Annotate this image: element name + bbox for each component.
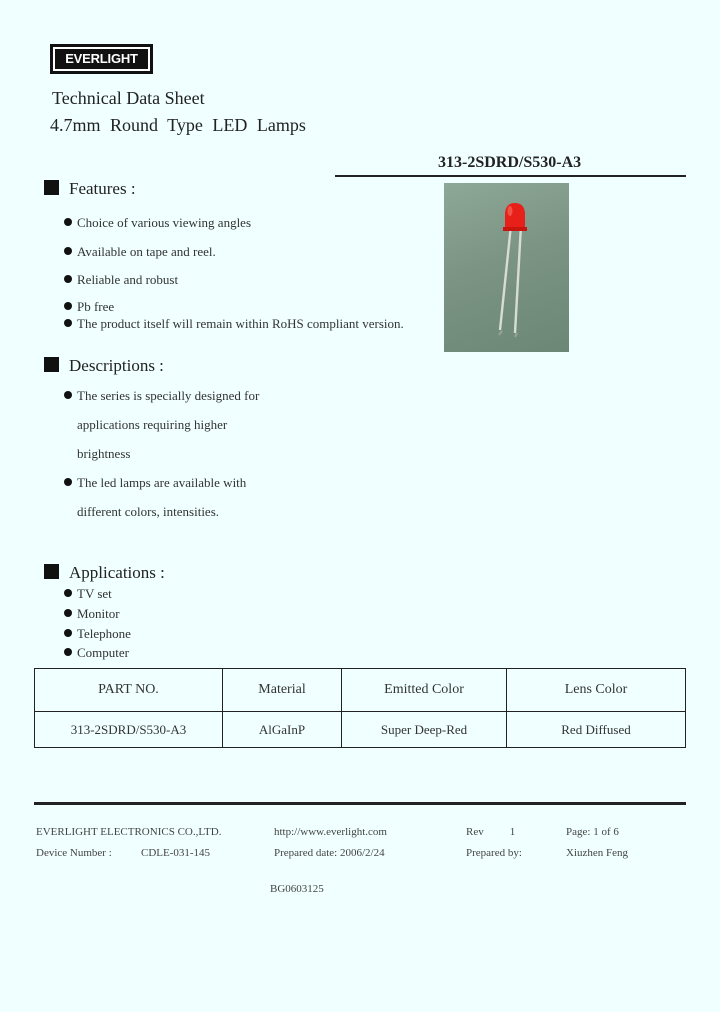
footer-device-value: CDLE-031-145 bbox=[141, 847, 211, 859]
footer-prepared-by-value: Xiuzhen Feng bbox=[566, 847, 629, 859]
footer-page: Page: 1 of 6 bbox=[566, 826, 619, 838]
header-part-no: PART NO. bbox=[35, 669, 223, 712]
header-lens-color: Lens Color bbox=[507, 669, 686, 712]
list-item: Computer bbox=[64, 645, 129, 661]
descriptions-heading-text: Descriptions : bbox=[69, 356, 164, 375]
bullet-icon bbox=[64, 247, 72, 255]
square-bullet-icon bbox=[44, 180, 59, 195]
bullet-icon bbox=[64, 589, 72, 597]
table-header-row bbox=[35, 669, 686, 712]
list-item: The product itself will remain within RoHS compliant version. bbox=[64, 316, 404, 332]
list-item: Pb free bbox=[64, 299, 114, 315]
footer-rev-label: Rev bbox=[466, 826, 484, 838]
footer-device-label: Device Number : bbox=[36, 847, 112, 859]
footer-company: EVERLIGHT ELECTRONICS CO.,LTD. bbox=[36, 826, 222, 838]
doc-title: Technical Data Sheet bbox=[52, 88, 205, 108]
footer-prepared-date-label: Prepared date: bbox=[274, 847, 338, 859]
list-item: TV set bbox=[64, 586, 112, 602]
cell-part-no: 313-2SDRD/S530-A3 bbox=[35, 712, 223, 748]
parts-table bbox=[34, 668, 686, 748]
list-item: The led lamps are available with bbox=[64, 475, 246, 491]
bullet-icon bbox=[64, 391, 72, 399]
list-item: Monitor bbox=[64, 606, 120, 622]
header-emitted-color: Emitted Color bbox=[342, 669, 507, 712]
footer-rev bbox=[466, 826, 515, 838]
cell-emitted-color: Super Deep-Red bbox=[342, 712, 507, 748]
list-item: Available on tape and reel. bbox=[64, 244, 216, 260]
list-item-continuation: different colors, intensities. bbox=[77, 504, 220, 519]
cell-lens-color: Red Diffused bbox=[507, 712, 686, 748]
bullet-icon bbox=[64, 478, 72, 486]
table-row bbox=[35, 712, 686, 748]
led-lamp-icon bbox=[444, 183, 569, 352]
square-bullet-icon bbox=[44, 357, 59, 372]
bullet-icon bbox=[64, 275, 72, 283]
bullet-icon bbox=[64, 218, 72, 226]
model-number: 313-2SDRD/S530-A3 bbox=[438, 154, 582, 171]
list-item-continuation: brightness bbox=[77, 446, 131, 461]
bullet-icon bbox=[64, 302, 72, 310]
bullet-icon bbox=[64, 629, 72, 637]
footer-prepared-date bbox=[274, 847, 385, 859]
square-bullet-icon bbox=[44, 564, 59, 579]
applications-heading bbox=[44, 563, 165, 583]
footer-prepared-date-value: 2006/2/24 bbox=[339, 847, 385, 859]
list-item: The series is specially designed for bbox=[64, 388, 259, 404]
list-item: Reliable and robust bbox=[64, 272, 178, 288]
footer-prepared-by-label: Prepared by: bbox=[466, 847, 522, 859]
model-underline bbox=[335, 175, 686, 177]
footer-rev-value: 1 bbox=[509, 826, 516, 838]
doc-subtitle: 4.7mm Round Type LED Lamps bbox=[50, 115, 306, 135]
list-item-continuation: applications requiring higher bbox=[77, 417, 228, 432]
logo-text: EVERLIGHT bbox=[53, 47, 150, 71]
led-photo bbox=[444, 183, 569, 352]
list-item: Choice of various viewing angles bbox=[64, 215, 251, 231]
applications-heading-text: Applications : bbox=[69, 563, 165, 582]
cell-material: AlGaInP bbox=[223, 712, 342, 748]
header-material: Material bbox=[223, 669, 342, 712]
bullet-icon bbox=[64, 648, 72, 656]
footer-divider bbox=[34, 802, 686, 805]
features-heading-text: Features : bbox=[69, 179, 136, 198]
everlight-logo bbox=[50, 44, 153, 74]
bullet-icon bbox=[64, 609, 72, 617]
descriptions-heading bbox=[44, 356, 164, 376]
footer-code: BG0603125 bbox=[270, 883, 324, 895]
bullet-icon bbox=[64, 319, 72, 327]
features-heading bbox=[44, 179, 136, 199]
list-item: Telephone bbox=[64, 626, 131, 642]
footer-url[interactable]: http://www.everlight.com bbox=[274, 826, 387, 838]
